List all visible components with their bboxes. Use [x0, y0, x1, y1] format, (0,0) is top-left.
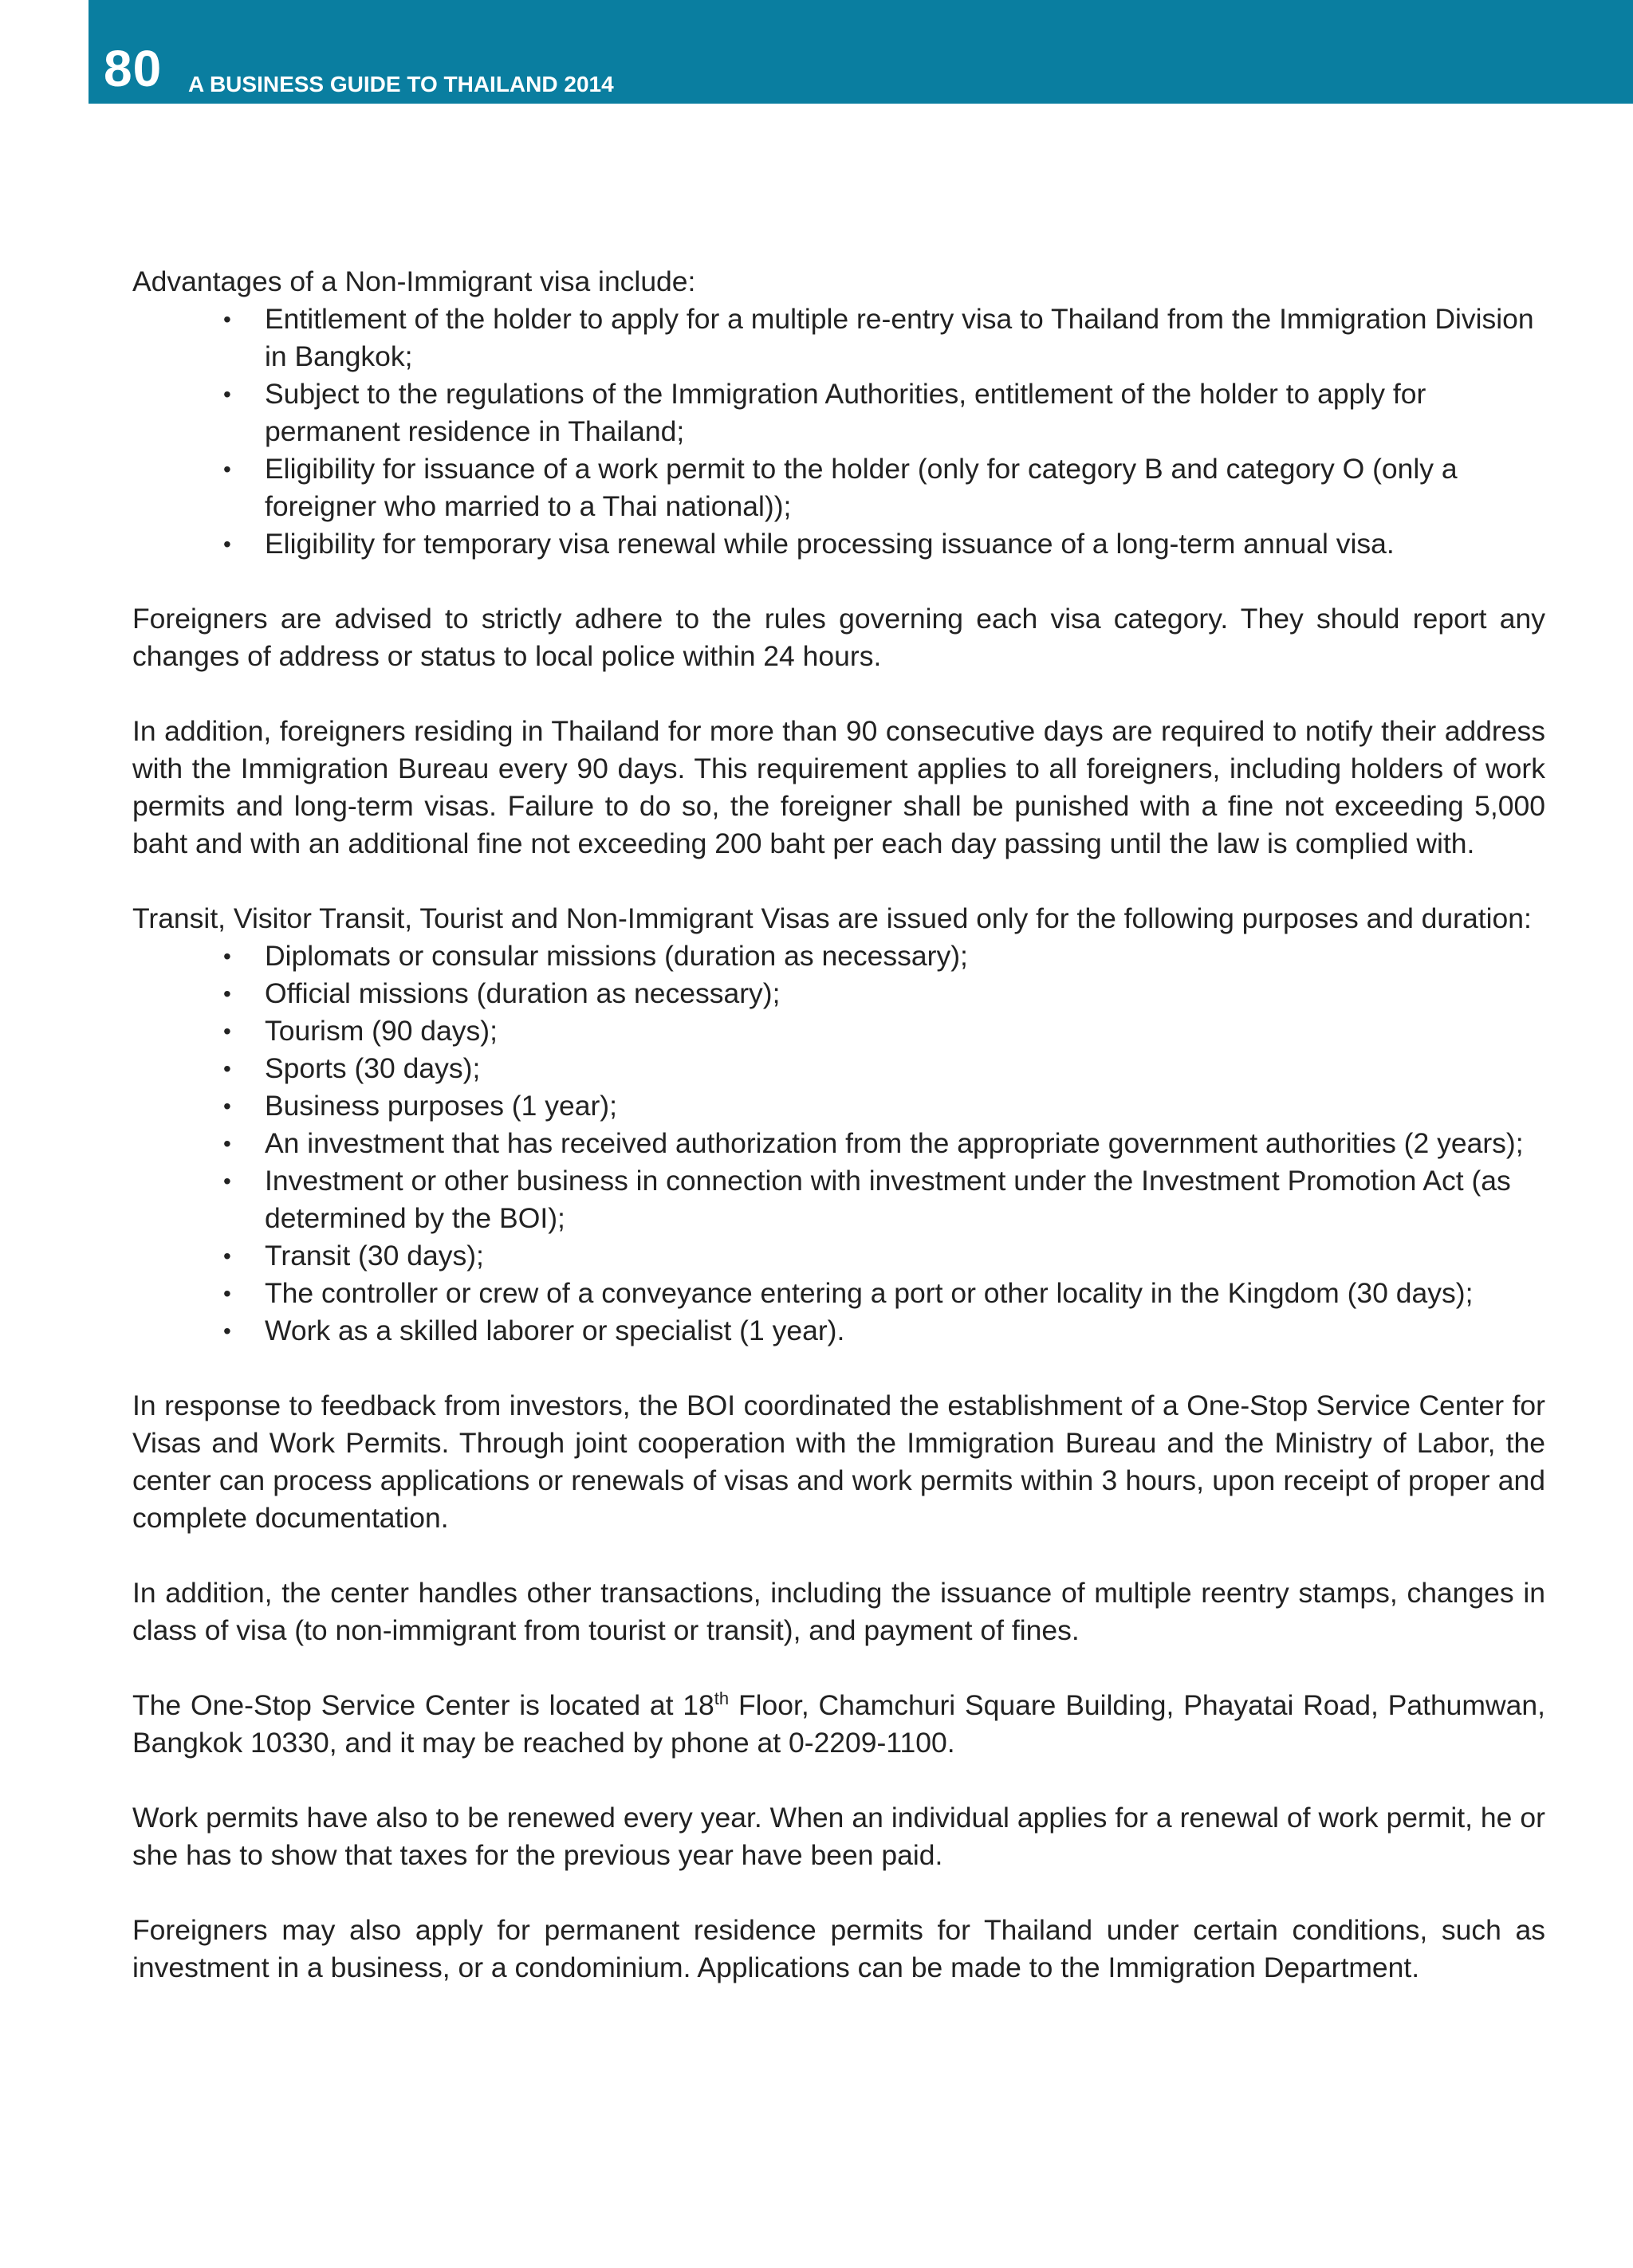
- list-item: • An investment that has received authorization from the appropriate government authorities (2 years);: [265, 1125, 1545, 1162]
- list-item: • Eligibility for temporary visa renewal while processing issuance of a long-term annual visa.: [265, 525, 1545, 563]
- list-item: • Transit (30 days);: [265, 1237, 1545, 1275]
- paragraph-one-stop-center: In response to feedback from investors, the BOI coordinated the establishment of a One-Stop Service Center for Visas and Work Permits. Through joint cooperation with the Immigration Bureau and the Ministry of Labor, the center can process applications or renewals of visas and work permits within 3 hours, upon receipt of proper and complete documentation.: [132, 1389, 1545, 1534]
- purposes-list: [132, 937, 1545, 1350]
- list-item: • Official missions (duration as necessary);: [265, 975, 1545, 1012]
- list-item: • Diplomats or consular missions (duration as necessary);: [265, 937, 1545, 975]
- list-item: • Subject to the regulations of the Immigration Authorities, entitlement of the holder to apply for permanent residence in Thailand;: [265, 375, 1545, 450]
- advantages-list: [132, 301, 1545, 563]
- list-item: • Work as a skilled laborer or specialist (1 year).: [265, 1312, 1545, 1350]
- ordinal-suffix: th: [714, 1688, 730, 1709]
- location-text-start: The One-Stop Service Center is located at 18: [132, 1689, 714, 1721]
- paragraph-reporting: Foreigners are advised to strictly adhere to the rules governing each visa category. They should report any changes of address or status to local police within 24 hours.: [132, 603, 1545, 672]
- paragraph-90-day-notice: In addition, foreigners residing in Thailand for more than 90 consecutive days are required to notify their address with the Immigration Bureau every 90 days. This requirement applies to all foreigners, including holders of work permits and long-term visas. Failure to do so, the foreigner shall be punished with a fine not exceeding 5,000 baht and with an additional fine not exceeding 200 baht per each day passing until the law is complied with.: [132, 715, 1545, 859]
- list-item: • Eligibility for issuance of a work permit to the holder (only for category B and category O (only a foreigner who married to a Thai national));: [265, 450, 1545, 525]
- advantages-intro: Advantages of a Non-Immigrant visa include:: [132, 265, 696, 297]
- list-item: • Sports (30 days);: [265, 1050, 1545, 1087]
- running-title: A BUSINESS GUIDE TO THAILAND 2014: [188, 72, 614, 96]
- location-text-end: Floor, Chamchuri Square Building, Phayatai Road, Pathumwan, Bangkok 10330, and it may be reached by phone at 0-2209-1100.: [132, 1689, 1545, 1759]
- paragraph-permanent-residence: Foreigners may also apply for permanent residence permits for Thailand under certain conditions, such as investment in a business, or a condominium. Applications can be made to the Immigration Department.: [132, 1914, 1545, 1983]
- list-item: • The controller or crew of a conveyance entering a port or other locality in the Kingdom (30 days);: [265, 1275, 1545, 1312]
- list-item: • Entitlement of the holder to apply for a multiple re-entry visa to Thailand from the Immigration Division in Bangkok;: [265, 301, 1545, 375]
- page-number: 80: [104, 40, 163, 97]
- list-item: • Tourism (90 days);: [265, 1012, 1545, 1050]
- paragraph-center-location: [132, 1687, 1545, 1762]
- paragraph-work-permit-renewal: Work permits have also to be renewed every year. When an individual applies for a renewal of work permit, he or she has to show that taxes for the previous year have been paid.: [132, 1802, 1545, 1871]
- paragraph-other-transactions: In addition, the center handles other transactions, including the issuance of multiple reentry stamps, changes in class of visa (to non-immigrant from tourist or transit), and payment of fines.: [132, 1577, 1545, 1646]
- list-item: • Investment or other business in connection with investment under the Investment Promotion Act (as determined by the BOI);: [265, 1162, 1545, 1237]
- page-content: [132, 263, 1545, 2024]
- purposes-intro: Transit, Visitor Transit, Tourist and Non-Immigrant Visas are issued only for the following purposes and duration:: [132, 902, 1532, 934]
- list-item: • Business purposes (1 year);: [265, 1087, 1545, 1125]
